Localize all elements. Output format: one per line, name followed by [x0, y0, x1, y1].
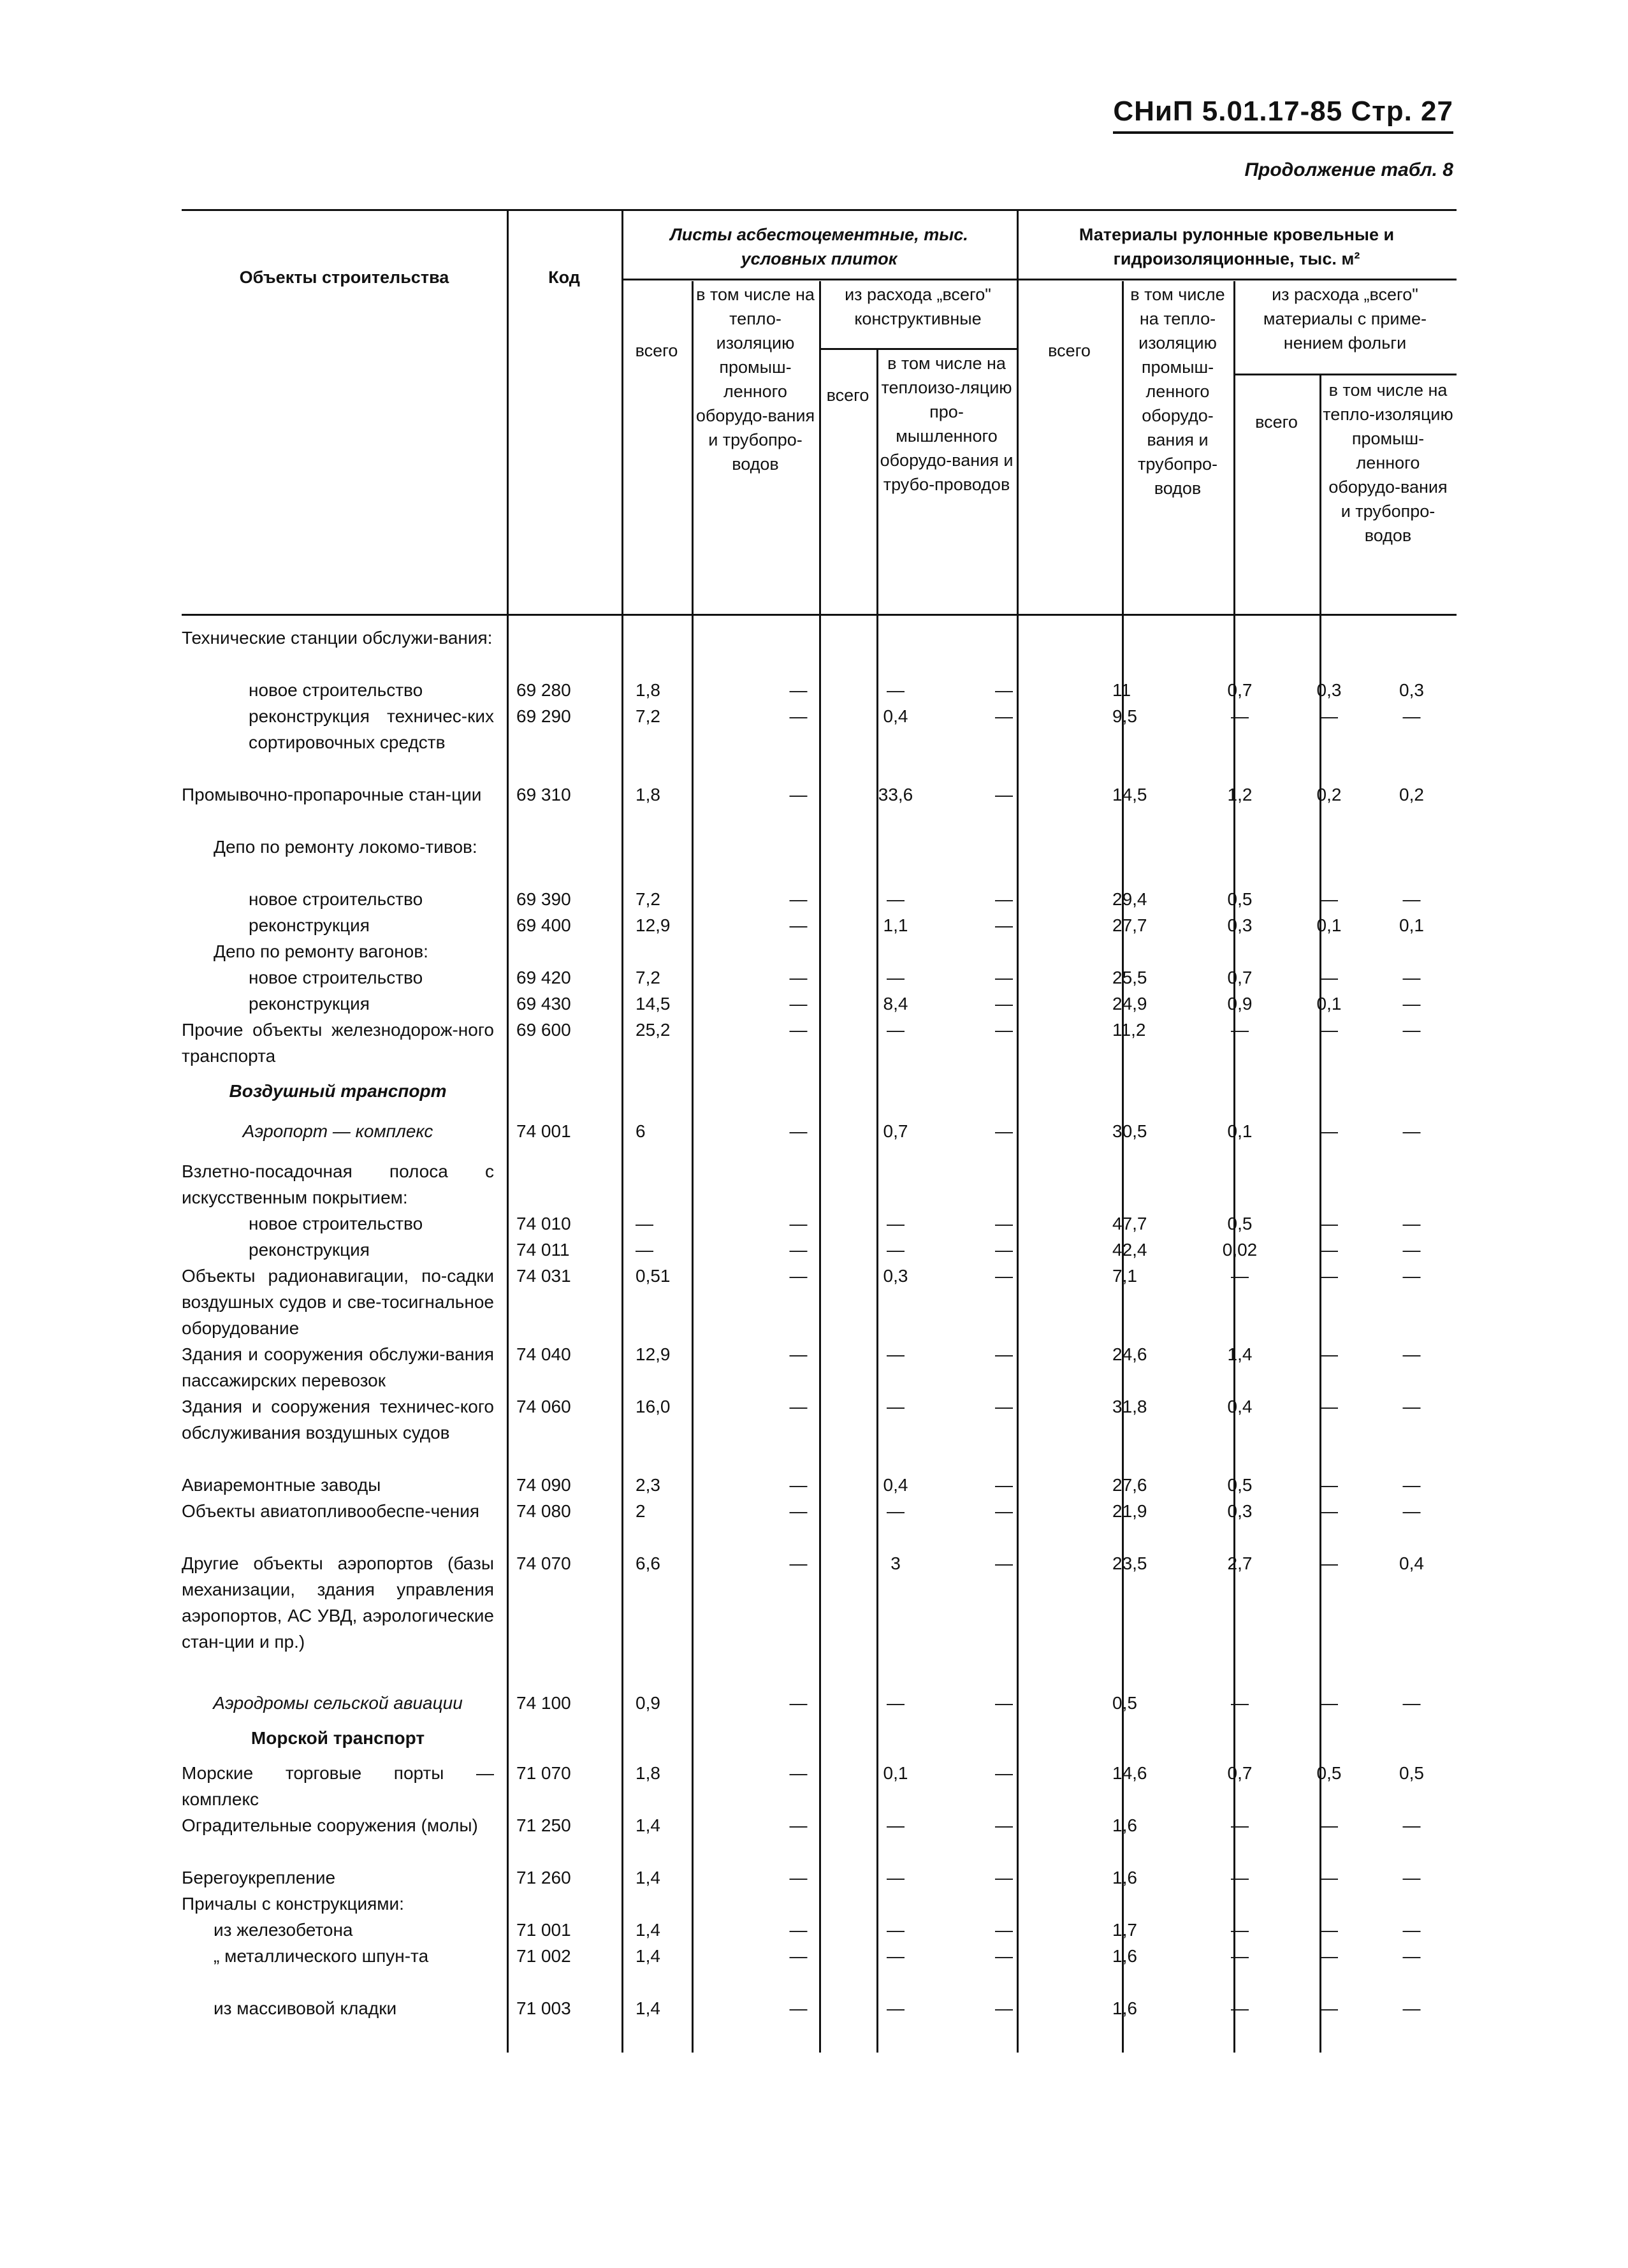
row-value-5: 9,5	[1112, 706, 1137, 726]
row-value-4: —	[995, 1998, 1013, 2018]
row-code: 71 002	[516, 1946, 571, 1966]
table-row	[182, 912, 1457, 938]
row-value-6: 0,7	[1227, 680, 1253, 700]
row-value-6: —	[1231, 1920, 1249, 1940]
row-value-4: —	[995, 1266, 1013, 1286]
table-header	[182, 209, 1457, 616]
row-value-2: —	[789, 680, 808, 700]
row-value-8: —	[1402, 1266, 1421, 1286]
row-value-1: 7,2	[636, 968, 660, 987]
row-value-4: —	[995, 1868, 1013, 1887]
row-value-5: 30,5	[1112, 1121, 1147, 1141]
row-value-1: 25,2	[636, 1020, 671, 1040]
row-label: Берегоукрепление	[182, 1868, 336, 1887]
page-id: СНиП 5.01.17-85 Стр. 27	[1113, 96, 1453, 134]
row-value-6: 0,02	[1222, 1240, 1258, 1260]
row-value-5: 14,6	[1112, 1763, 1147, 1783]
row-value-3: 0,7	[883, 1121, 908, 1141]
row-value-3: —	[887, 1946, 905, 1966]
row-value-1: 12,9	[636, 915, 671, 935]
row-code: 74 060	[516, 1397, 571, 1416]
row-value-7: —	[1320, 1815, 1338, 1835]
table-row	[182, 1118, 1457, 1144]
row-value-3: —	[887, 1344, 905, 1364]
row-code: 69 310	[516, 785, 571, 804]
row-value-7: —	[1320, 1214, 1338, 1233]
row-label: Аэродромы сельской авиации	[213, 1693, 463, 1713]
row-value-3: —	[887, 1020, 905, 1040]
row-value-6: —	[1231, 1815, 1249, 1835]
row-value-4: —	[995, 706, 1013, 726]
row-value-3: —	[887, 1214, 905, 1233]
row-code: 71 250	[516, 1815, 571, 1835]
row-value-3: 0,4	[883, 1475, 908, 1495]
row-value-2: —	[789, 1475, 808, 1495]
row-value-8: 0,2	[1399, 785, 1424, 804]
row-value-3: —	[887, 1240, 905, 1260]
row-label: новое строительство	[249, 889, 423, 909]
row-code: 69 400	[516, 915, 571, 935]
row-value-2: —	[789, 1868, 808, 1887]
row-value-6: —	[1231, 1693, 1249, 1713]
row-value-3: —	[887, 1693, 905, 1713]
row-value-4: —	[995, 1344, 1013, 1364]
row-value-4: —	[995, 1815, 1013, 1835]
row-value-8: 0,4	[1399, 1553, 1424, 1573]
row-value-3: 0,3	[883, 1266, 908, 1286]
row-value-7: —	[1320, 1475, 1338, 1495]
row-value-1: 7,2	[636, 706, 660, 726]
row-value-1: 0,9	[636, 1693, 660, 1713]
row-value-8: —	[1402, 1240, 1421, 1260]
row-value-1: 12,9	[636, 1344, 671, 1364]
row-value-6: 0,3	[1227, 915, 1253, 935]
row-value-8: —	[1402, 1344, 1421, 1364]
row-value-1: 2,3	[636, 1475, 660, 1495]
row-value-2: —	[789, 889, 808, 909]
table-body	[182, 612, 1457, 2053]
row-value-3: 33,6	[878, 785, 913, 804]
row-code: 69 600	[516, 1020, 571, 1040]
table-row	[182, 1017, 1457, 1069]
header-g2-from-total: из расхода „всего" материалы с приме-нением фольги	[1263, 285, 1427, 353]
row-value-4: —	[995, 994, 1013, 1014]
row-value-2: —	[789, 785, 808, 804]
row-value-7: —	[1320, 1397, 1338, 1416]
row-value-7: —	[1320, 1998, 1338, 2018]
row-value-5: 21,9	[1112, 1501, 1147, 1521]
row-value-4: —	[995, 1020, 1013, 1040]
row-code: 74 080	[516, 1501, 571, 1521]
row-value-3: —	[887, 680, 905, 700]
row-label: Морские торговые порты — комплекс	[182, 1763, 494, 1809]
table-row	[182, 1725, 1457, 1751]
row-value-1: 1,4	[636, 1920, 660, 1940]
row-value-4: —	[995, 785, 1013, 804]
row-value-7: —	[1320, 1020, 1338, 1040]
row-value-8: —	[1402, 1020, 1421, 1040]
row-code: 69 420	[516, 968, 571, 987]
page-header	[1084, 96, 1453, 134]
row-code: 71 001	[516, 1920, 571, 1940]
row-code: 74 001	[516, 1121, 571, 1141]
row-value-2: —	[789, 1020, 808, 1040]
table-row	[182, 1943, 1457, 1995]
row-value-5: 24,6	[1112, 1344, 1147, 1364]
row-label: реконструкция	[249, 1240, 370, 1260]
table-row	[182, 1891, 1457, 1917]
row-value-1: 1,4	[636, 1998, 660, 2018]
table-row	[182, 1237, 1457, 1263]
row-value-7: 0,5	[1316, 1763, 1342, 1783]
row-value-4: —	[995, 889, 1013, 909]
row-value-6: 1,4	[1227, 1344, 1253, 1364]
row-code: 74 031	[516, 1266, 571, 1286]
row-value-8: —	[1402, 1214, 1421, 1233]
row-value-6: —	[1231, 1266, 1249, 1286]
row-value-2: —	[789, 1693, 808, 1713]
row-label: „ металлического шпун-та	[214, 1946, 429, 1966]
row-value-7: 0,1	[1316, 994, 1342, 1014]
row-label: Аэропорт — комплекс	[242, 1121, 433, 1141]
row-code: 71 070	[516, 1763, 571, 1783]
row-value-4: —	[995, 1946, 1013, 1966]
row-value-4: —	[995, 1501, 1013, 1521]
header-group1: Листы асбестоцементные, тыс. условных плиток	[670, 225, 968, 268]
row-code: 69 430	[516, 994, 571, 1014]
table-row	[182, 1341, 1457, 1393]
row-label: Воздушный транспорт	[229, 1081, 447, 1101]
row-value-2: —	[789, 1998, 808, 2018]
table-row	[182, 703, 1457, 781]
row-code: 74 070	[516, 1553, 571, 1573]
row-value-7: —	[1320, 889, 1338, 909]
row-value-8: —	[1402, 889, 1421, 909]
table-row	[182, 625, 1457, 677]
header-g1-sub-total: всего	[826, 386, 869, 405]
row-value-6: —	[1231, 1998, 1249, 2018]
row-value-2: —	[789, 1240, 808, 1260]
table-row	[182, 1760, 1457, 1812]
row-value-6: 0,1	[1227, 1121, 1253, 1141]
row-value-8: 0,3	[1399, 680, 1424, 700]
row-value-2: —	[789, 1763, 808, 1783]
row-label: Взлетно-посадочная полоса с искусственным покрытием:	[182, 1161, 494, 1207]
row-label: Депо по ремонту локомо-тивов:	[214, 837, 477, 857]
row-value-8: —	[1402, 1475, 1421, 1495]
row-value-4: —	[995, 1920, 1013, 1940]
row-value-5: 27,7	[1112, 915, 1147, 935]
table-row	[182, 1995, 1457, 2021]
row-value-2: —	[789, 1121, 808, 1141]
header-g2-total: всего	[1048, 341, 1091, 360]
row-value-4: —	[995, 1763, 1013, 1783]
table-row	[182, 1263, 1457, 1341]
row-value-5: 1,6	[1112, 1946, 1137, 1966]
row-value-2: —	[789, 1344, 808, 1364]
row-code: 71 003	[516, 1998, 571, 2018]
row-value-3: —	[887, 889, 905, 909]
row-value-5: 29,4	[1112, 889, 1147, 909]
row-value-8: —	[1402, 994, 1421, 1014]
row-value-8: —	[1402, 968, 1421, 987]
row-value-5: 47,7	[1112, 1214, 1147, 1233]
row-value-1: 14,5	[636, 994, 671, 1014]
row-label: Промывочно-пропарочные стан-ции	[182, 785, 482, 804]
row-value-4: —	[995, 915, 1013, 935]
row-value-2: —	[789, 1266, 808, 1286]
row-value-7: —	[1320, 1693, 1338, 1713]
row-value-7: —	[1320, 1920, 1338, 1940]
row-value-3: 3	[890, 1553, 901, 1573]
row-value-6: —	[1231, 1868, 1249, 1887]
row-value-1: 6	[636, 1121, 646, 1141]
row-value-3: 1,1	[883, 915, 908, 935]
row-label: Авиаремонтные заводы	[182, 1475, 381, 1495]
row-value-2: —	[789, 1946, 808, 1966]
row-code: 74 011	[516, 1240, 570, 1260]
row-value-4: —	[995, 1475, 1013, 1495]
table-row	[182, 1393, 1457, 1472]
row-value-7: 0,3	[1316, 680, 1342, 700]
row-value-5: 11	[1112, 680, 1131, 700]
header-g1-from-total: из расхода „всего" конструктивные	[845, 285, 991, 328]
row-value-5: 27,6	[1112, 1475, 1147, 1495]
row-value-5: 0,5	[1112, 1693, 1137, 1713]
table-row	[182, 834, 1457, 886]
row-value-5: 1,6	[1112, 1868, 1137, 1887]
row-label: новое строительство	[249, 680, 423, 700]
row-value-4: —	[995, 1240, 1013, 1260]
row-value-7: 0,2	[1316, 785, 1342, 804]
row-label: Прочие объекты железнодорож-ного транспорта	[182, 1020, 494, 1066]
table-row	[182, 1078, 1457, 1104]
table-row	[182, 1498, 1457, 1550]
row-value-7: —	[1320, 1121, 1338, 1141]
row-value-7: —	[1320, 1501, 1338, 1521]
row-label: Оградительные сооружения (молы)	[182, 1815, 478, 1835]
row-value-6: 0,5	[1227, 889, 1253, 909]
row-value-3: —	[887, 1815, 905, 1835]
table-row	[182, 677, 1457, 703]
row-value-6: 0,3	[1227, 1501, 1253, 1521]
row-value-1: 1,8	[636, 1763, 660, 1783]
header-group2: Материалы рулонные кровельные и гидроизоляционные, тыс. м²	[1079, 225, 1395, 268]
row-value-6: 0,5	[1227, 1214, 1253, 1233]
row-value-6: 0,9	[1227, 994, 1253, 1014]
row-value-2: —	[789, 1815, 808, 1835]
row-code: 69 290	[516, 706, 571, 726]
row-value-6: 1,2	[1227, 785, 1253, 804]
row-label: новое строительство	[249, 1214, 423, 1233]
row-value-8: —	[1402, 1121, 1421, 1141]
table-row	[182, 1690, 1457, 1716]
row-value-8: —	[1402, 1693, 1421, 1713]
row-label: реконструкция	[249, 915, 370, 935]
table-row	[182, 1210, 1457, 1237]
header-code: Код	[548, 268, 580, 287]
row-label: реконструкция	[249, 994, 370, 1014]
row-code: 71 260	[516, 1868, 571, 1887]
row-value-1: —	[636, 1240, 653, 1260]
row-value-5: 7,1	[1112, 1266, 1137, 1286]
row-value-8: —	[1402, 1501, 1421, 1521]
row-label: новое строительство	[249, 968, 423, 987]
row-value-5: 1,6	[1112, 1815, 1137, 1835]
row-value-5: 1,6	[1112, 1998, 1137, 2018]
row-value-5: 23,5	[1112, 1553, 1147, 1573]
row-value-6: 0,7	[1227, 968, 1253, 987]
row-value-4: —	[995, 1553, 1013, 1573]
row-value-2: —	[789, 1920, 808, 1940]
row-value-3: —	[887, 1397, 905, 1416]
row-code: 74 040	[516, 1344, 571, 1364]
row-label: Здания и сооружения обслужи-вания пассажирских перевозок	[182, 1344, 494, 1390]
row-value-2: —	[789, 1501, 808, 1521]
header-g2-insulation: в том числе на тепло-изоляцию промыш-ленного оборудо-вания и трубопро-водов	[1130, 285, 1225, 498]
row-value-3: —	[887, 1501, 905, 1521]
row-value-8: —	[1402, 1815, 1421, 1835]
row-value-2: —	[789, 706, 808, 726]
header-g1-insulation: в том числе на тепло-изоляцию промыш-ленного оборудо-вания и трубопро-водов	[695, 285, 815, 474]
row-value-3: —	[887, 1868, 905, 1887]
row-value-2: —	[789, 1553, 808, 1573]
header-g2-sub-insulation: в том числе на тепло-изоляцию промыш-ленного оборудо-вания и трубопро-водов	[1323, 381, 1453, 545]
row-value-1: 6,6	[636, 1553, 660, 1573]
table-row	[182, 1550, 1457, 1681]
row-value-4: —	[995, 1214, 1013, 1233]
row-value-7: —	[1320, 706, 1338, 726]
row-code: 69 390	[516, 889, 571, 909]
row-value-8: 0,1	[1399, 915, 1424, 935]
header-objects: Объекты строительства	[239, 268, 449, 287]
row-value-2: —	[789, 1397, 808, 1416]
row-value-7: 0,1	[1316, 915, 1342, 935]
row-code: 74 010	[516, 1214, 571, 1233]
row-value-5: 24,9	[1112, 994, 1147, 1014]
row-label: реконструкция техничес-ких сортировочных средств	[249, 706, 494, 752]
row-label: Объекты авиатопливообеспе-чения	[182, 1501, 480, 1521]
row-value-6: —	[1231, 1020, 1249, 1040]
row-value-3: —	[887, 968, 905, 987]
header-g1-total: всего	[635, 341, 678, 360]
row-label: Объекты радионавигации, по-садки воздушных судов и све-тосигнальное оборудование	[182, 1266, 494, 1338]
table-row	[182, 1865, 1457, 1891]
row-label: Причалы с конструкциями:	[182, 1894, 404, 1914]
table-row	[182, 991, 1457, 1017]
row-label: Депо по ремонту вагонов:	[214, 941, 428, 961]
row-value-5: 31,8	[1112, 1397, 1147, 1416]
row-value-5: 1,7	[1112, 1920, 1137, 1940]
row-value-8: 0,5	[1399, 1763, 1424, 1783]
row-value-2: —	[789, 994, 808, 1014]
row-value-3: 8,4	[883, 994, 908, 1014]
row-value-4: —	[995, 1693, 1013, 1713]
table-row	[182, 886, 1457, 912]
header-g2-sub-total: всего	[1255, 412, 1298, 432]
row-label: Технические станции обслужи-вания:	[182, 628, 493, 648]
row-value-7: —	[1320, 1266, 1338, 1286]
header-g1-sub-insulation: в том числе на теплоизо-ляцию про-мышленного оборудо-вания и трубо-проводов	[880, 354, 1014, 494]
row-label: Морской транспорт	[251, 1728, 425, 1748]
row-value-3: —	[887, 1920, 905, 1940]
row-value-4: —	[995, 1397, 1013, 1416]
row-value-7: —	[1320, 968, 1338, 987]
row-value-6: 0,5	[1227, 1475, 1253, 1495]
row-value-1: 0,51	[636, 1266, 671, 1286]
row-label: из массивовой кладки	[214, 1998, 397, 2018]
row-value-7: —	[1320, 1344, 1338, 1364]
row-value-2: —	[789, 1214, 808, 1233]
row-value-6: 0,7	[1227, 1763, 1253, 1783]
table-row	[182, 1472, 1457, 1498]
row-value-7: —	[1320, 1240, 1338, 1260]
row-value-1: 1,8	[636, 680, 660, 700]
row-value-4: —	[995, 968, 1013, 987]
row-value-3: —	[887, 1998, 905, 2018]
row-value-7: —	[1320, 1553, 1338, 1573]
row-value-1: —	[636, 1214, 653, 1233]
table-continuation: Продолжение табл. 8	[1244, 159, 1453, 180]
row-value-6: —	[1231, 706, 1249, 726]
row-value-6: —	[1231, 1946, 1249, 1966]
row-value-8: —	[1402, 706, 1421, 726]
row-value-5: 14,5	[1112, 785, 1147, 804]
row-value-1: 1,4	[636, 1815, 660, 1835]
row-label: Здания и сооружения техничес-кого обслуживания воздушных судов	[182, 1397, 494, 1443]
row-label: Другие объекты аэропортов (базы механизации, здания управления аэропортов, АС УВД, аэрологические стан-ции и пр.)	[182, 1553, 494, 1652]
row-code: 69 280	[516, 680, 571, 700]
row-value-1: 16,0	[636, 1397, 671, 1416]
table-row	[182, 1917, 1457, 1943]
row-value-5: 25,5	[1112, 968, 1147, 987]
row-value-7: —	[1320, 1868, 1338, 1887]
row-value-2: —	[789, 968, 808, 987]
row-value-4: —	[995, 680, 1013, 700]
row-value-8: —	[1402, 1920, 1421, 1940]
row-value-8: —	[1402, 1946, 1421, 1966]
table-row	[182, 964, 1457, 991]
row-value-8: —	[1402, 1868, 1421, 1887]
row-value-1: 1,8	[636, 785, 660, 804]
table-row	[182, 938, 1457, 964]
row-label: из железобетона	[214, 1920, 353, 1940]
row-value-8: —	[1402, 1397, 1421, 1416]
table-row	[182, 1812, 1457, 1865]
row-code: 74 090	[516, 1475, 571, 1495]
row-value-7: —	[1320, 1946, 1338, 1966]
row-value-1: 2	[636, 1501, 646, 1521]
row-value-3: 0,1	[883, 1763, 908, 1783]
row-value-6: 2,7	[1227, 1553, 1253, 1573]
row-code: 74 100	[516, 1693, 571, 1713]
row-value-3: 0,4	[883, 706, 908, 726]
row-value-1: 1,4	[636, 1868, 660, 1887]
table-row	[182, 781, 1457, 834]
row-value-5: 42,4	[1112, 1240, 1147, 1260]
row-value-1: 7,2	[636, 889, 660, 909]
row-value-1: 1,4	[636, 1946, 660, 1966]
row-value-5: 11,2	[1112, 1020, 1146, 1040]
row-value-4: —	[995, 1121, 1013, 1141]
row-value-6: 0,4	[1227, 1397, 1253, 1416]
table-row	[182, 1158, 1457, 1210]
row-value-8: —	[1402, 1998, 1421, 2018]
row-value-2: —	[789, 915, 808, 935]
